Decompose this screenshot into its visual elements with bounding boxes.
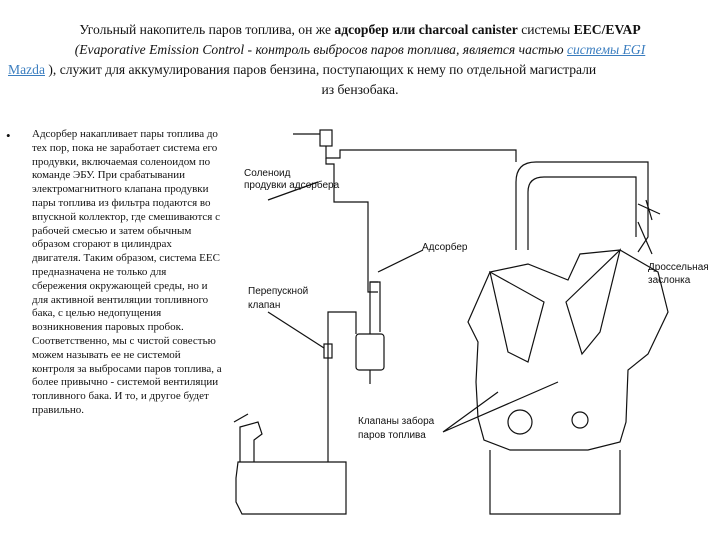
intake-duct-inner bbox=[528, 177, 636, 250]
label-valves-1: Клапаны забора bbox=[358, 416, 435, 427]
intake-duct bbox=[516, 162, 648, 252]
bullet-marker: • bbox=[6, 128, 11, 143]
crank-pulley-2 bbox=[572, 412, 588, 428]
intro-text: Угольный накопитель паров топлива, он же bbox=[79, 22, 335, 37]
engine-bottom bbox=[490, 450, 620, 514]
label-throttle-1: Дроссельная bbox=[648, 262, 709, 273]
intro-line-4: из бензобака. bbox=[321, 82, 399, 97]
bypass-pointer bbox=[268, 312, 324, 348]
adsorber-shape bbox=[356, 334, 384, 370]
egi-system-link[interactable]: системы EGI bbox=[566, 42, 646, 57]
adsorber-pipe bbox=[370, 282, 378, 384]
label-solenoid-2: продувки адсорбера bbox=[244, 180, 340, 191]
intro-text: (Evaporative Emission Control - контроль выбросов паров топлива, является частью bbox=[74, 42, 567, 57]
intro-line-2 bbox=[8, 40, 712, 60]
body-paragraph: Адсорбер накапливает пары топлива до тех пор, пока не заработает система его продувки, включаемая соленоидом по команде ЭБУ. При срабатывании электромагнитного клапана продувки пары топлива из фильтра подаются во впускной коллектор, где смешиваются с рабочей смесью и затем обычным образом сгорают в цилиндрах двигателя. Таким образом, система ЕЕС предназначена не только для сбережения окружающей среды, но и для активной вентиляции топливного бака, с целью недопущения возникновения паровых пробок. Соответственно, мы с чистой совестью можем называть ее не системой контроля за выбросами паров топлива, а более привычно - системой вентиляции топливного бака. И то, и другое будет правильно. bbox=[32, 128, 222, 416]
intro-term-eec: EEC/EVAP bbox=[573, 22, 641, 37]
purge-line bbox=[326, 146, 516, 162]
fuel-tank-shape bbox=[236, 462, 346, 514]
intro-term-adsorber: адсорбер или charcoal canister bbox=[334, 22, 518, 37]
engine-head-left bbox=[490, 272, 544, 362]
solenoid-line bbox=[326, 158, 378, 292]
valves-line bbox=[443, 382, 558, 432]
mazda-link[interactable]: Mazda bbox=[8, 62, 45, 77]
adsorber-pointer bbox=[378, 250, 423, 272]
tank-cap bbox=[234, 414, 248, 422]
crank-pulley bbox=[508, 410, 532, 434]
intro-line-3 bbox=[8, 60, 712, 80]
intro-paragraph bbox=[8, 20, 712, 100]
label-throttle-2: заслонка bbox=[648, 275, 691, 286]
label-adsorber: Адсорбер bbox=[422, 242, 468, 253]
label-solenoid-1: Соленоид bbox=[244, 168, 291, 179]
label-bypass-2: клапан bbox=[248, 300, 281, 311]
tank-line bbox=[328, 312, 356, 462]
label-valves-2: паров топлива bbox=[358, 430, 426, 441]
intro-text: ), служит для аккумулирования паров бензина, поступающих к нему по отдельной магистрали bbox=[45, 62, 597, 77]
evap-system-diagram bbox=[228, 122, 716, 527]
label-bypass-1: Перепускной bbox=[248, 286, 309, 297]
engine-line bbox=[370, 282, 380, 332]
engine-block bbox=[468, 250, 668, 450]
intro-text: системы bbox=[517, 22, 574, 37]
intro-line-1 bbox=[8, 20, 712, 40]
tank-neck bbox=[240, 422, 262, 462]
throttle-plate bbox=[638, 200, 660, 220]
solenoid-shape bbox=[320, 130, 332, 146]
